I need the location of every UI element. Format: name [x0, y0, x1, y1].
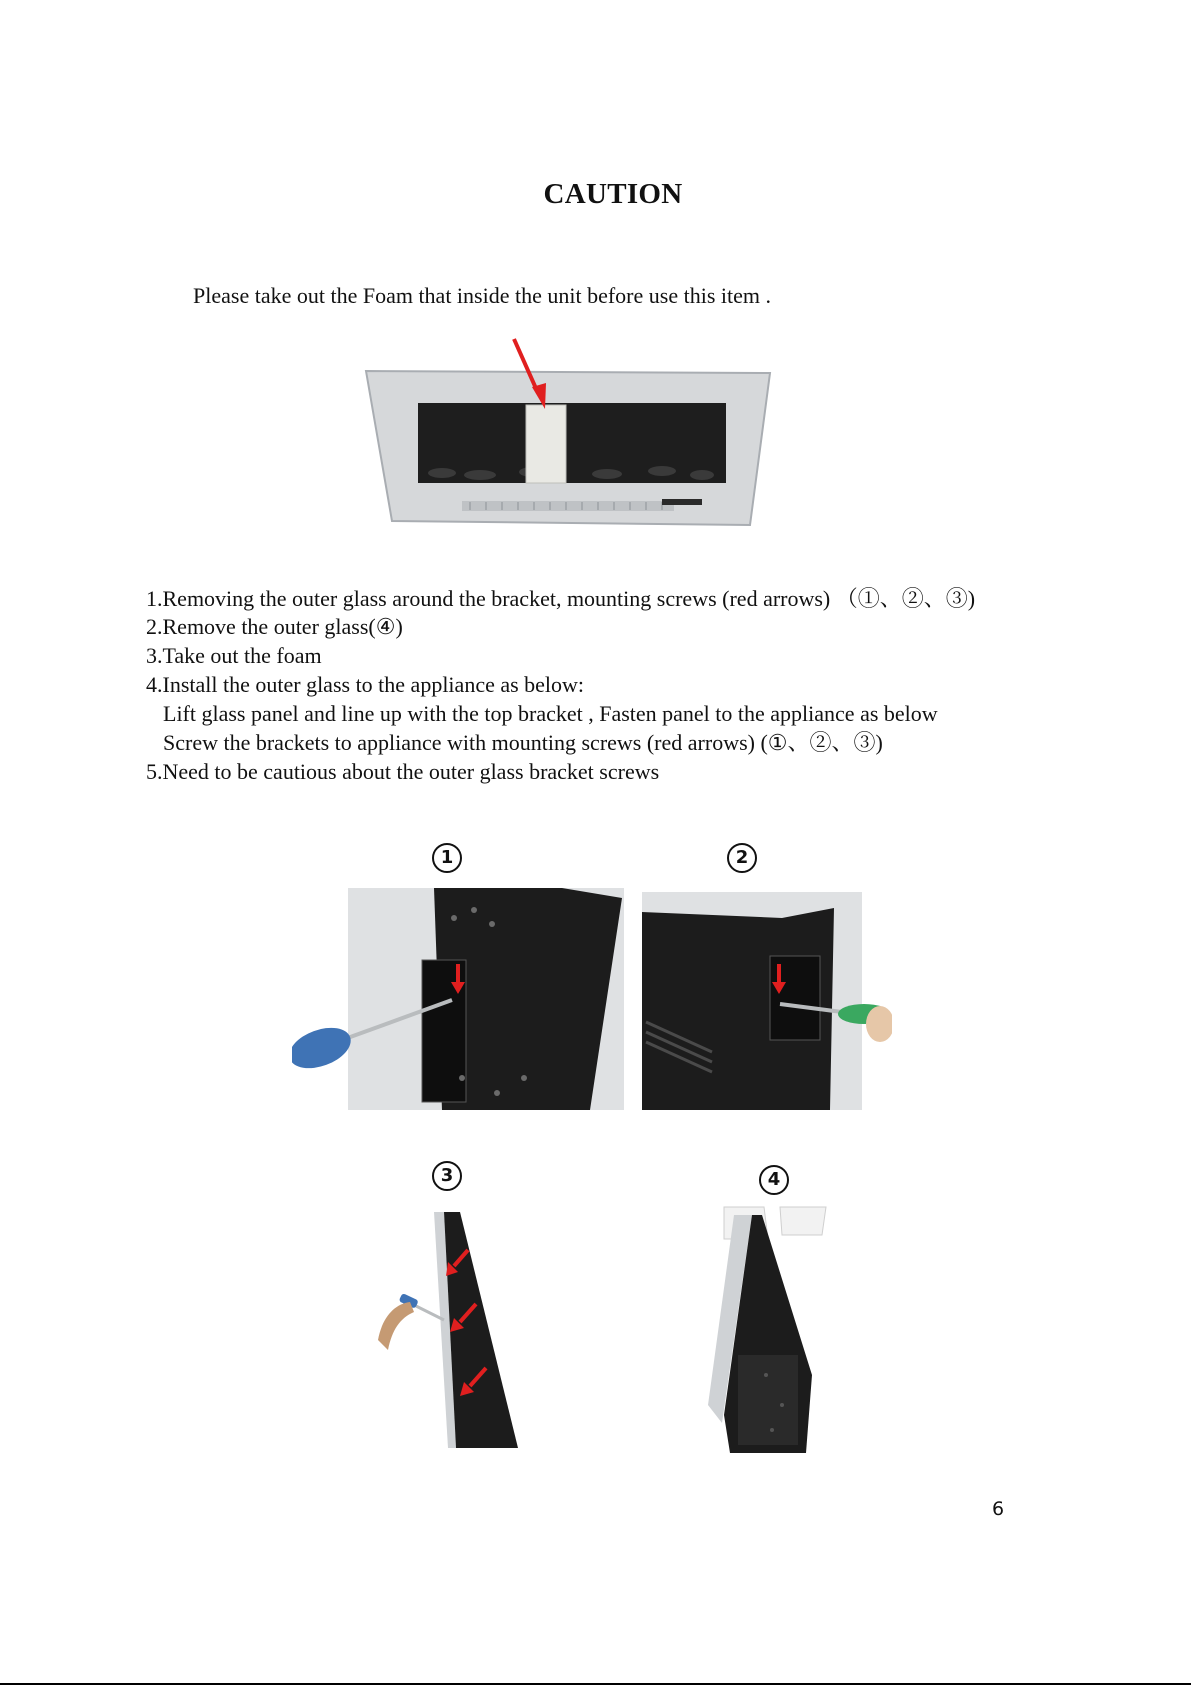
screwdriver-icon — [378, 1293, 444, 1350]
foam-notice: Please take out the Foam that inside the unit before use this item . — [193, 283, 771, 308]
photo-step-1 — [292, 888, 624, 1110]
fireplace-photo — [362, 335, 782, 535]
step-1: 1.Removing the outer glass around the bracket, mounting screws (red arrows) （①、②、③) — [146, 586, 976, 611]
photo-step-4 — [702, 1205, 832, 1455]
foam-block — [526, 405, 566, 483]
step-2: 2.Remove the outer glass(④) — [146, 614, 403, 639]
figure-label-1: 1 — [432, 843, 462, 873]
page-title: CAUTION — [543, 178, 683, 210]
figure-label-3: 3 — [432, 1161, 462, 1191]
step-5: 5.Need to be cautious about the outer glass bracket screws — [146, 759, 660, 784]
figure-label-4: 4 — [759, 1165, 789, 1195]
step-4: 4.Install the outer glass to the appliance as below: — [146, 672, 585, 697]
photo-step-2 — [642, 892, 892, 1110]
step-3: 3.Take out the foam — [146, 643, 322, 668]
step-4-detail-1: Lift glass panel and line up with the top bracket , Fasten panel to the appliance as below — [163, 701, 938, 726]
page-number: 6 — [992, 1498, 1005, 1520]
figure-label-2: 2 — [727, 843, 757, 873]
photo-step-3 — [378, 1210, 528, 1450]
step-4-detail-2: Screw the brackets to appliance with mounting screws (red arrows) (①、②、③) — [163, 730, 883, 755]
